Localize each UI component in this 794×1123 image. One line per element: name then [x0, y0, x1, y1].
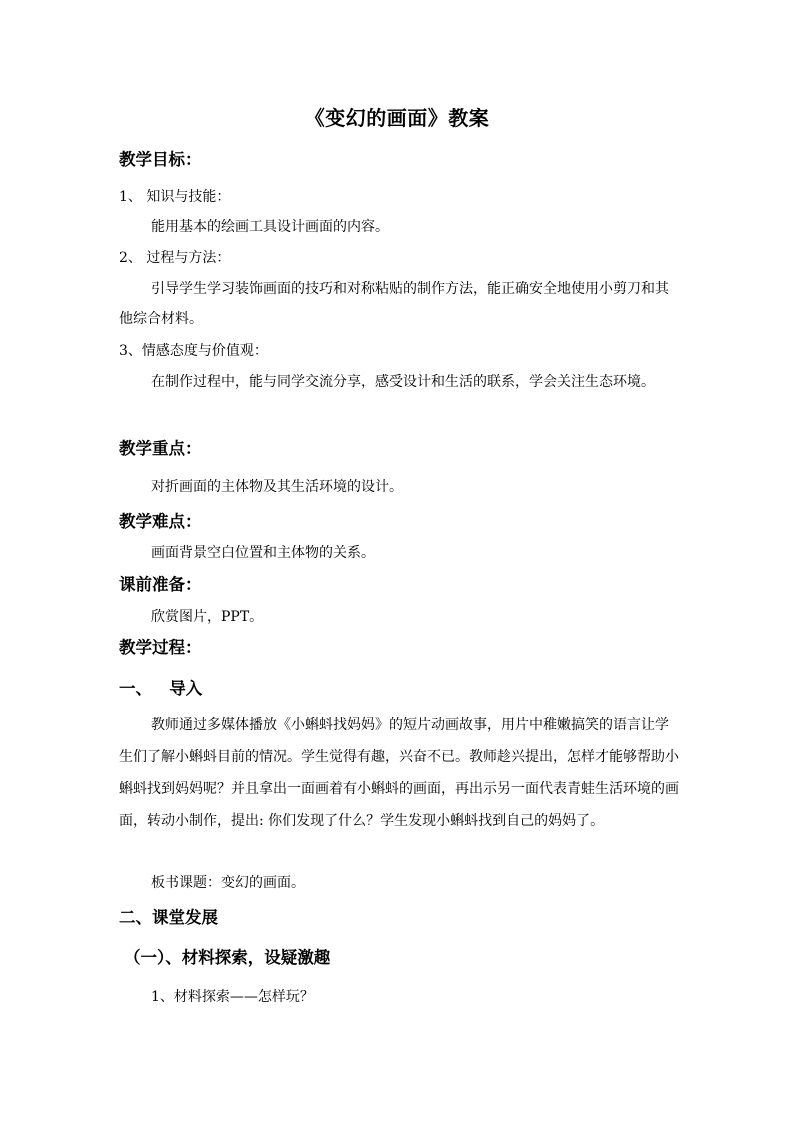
- prep-heading: 课前准备：: [119, 575, 202, 594]
- section1-board-title: 板书课题：变幻的画面。: [151, 875, 305, 891]
- key-text: 对折画面的主体物及其生活环境的设计。: [151, 479, 403, 495]
- goals-heading: 教学目标：: [119, 150, 202, 169]
- goal1-text: 能用基本的绘画工具设计画面的内容。: [151, 219, 389, 235]
- goal2-label: 2、 过程与方法：: [119, 250, 231, 266]
- goal3-text: 在制作过程中，能与同学交流分享，感受设计和生活的联系，学会关注生态环境。: [151, 374, 655, 390]
- goal1-label: 1、 知识与技能：: [119, 189, 231, 205]
- prep-text: 欣赏图片，PPT。: [151, 609, 264, 625]
- sub1-heading: （一）、材料探索，设疑激趣: [124, 948, 331, 967]
- section1-paragraph: 教师通过多媒体播放《小蝌蚪找妈妈》的短片动画故事，用片中稚嫩搞笑的语言让学生们了解小蝌蚪目前的情况。学生觉得有趣，兴奋不已。教师趁兴提出，怎样才能够帮助小蝌蚪找到妈妈呢？并且拿出一面画着有小蝌蚪的画面，再出示另一面代表青蛙生活环境的画面，转动小制作，提出: 你们发现了什么？学生发现小蝌蚪找到自己的妈妈了。: [119, 717, 679, 829]
- key-heading: 教学重点：: [119, 439, 202, 458]
- goal3-label: 3、情感态度与价值观：: [119, 343, 268, 359]
- difficulty-text: 画面背景空白位置和主体物的关系。: [151, 545, 375, 561]
- goal2-text: 引导学生学习装饰画面的技巧和对称粘贴的制作方法，能正确安全地使用小剪刀和其他综合材料。: [119, 281, 669, 327]
- document-title: 《变幻的画面》教案: [304, 106, 490, 130]
- difficulty-heading: 教学难点：: [119, 512, 202, 531]
- sub1-item1: 1、材料探索——怎样玩？: [151, 989, 314, 1005]
- section2-heading: 二、课堂发展: [119, 908, 218, 927]
- section1-heading: 一、 导入: [119, 679, 203, 698]
- process-heading: 教学过程：: [119, 638, 202, 657]
